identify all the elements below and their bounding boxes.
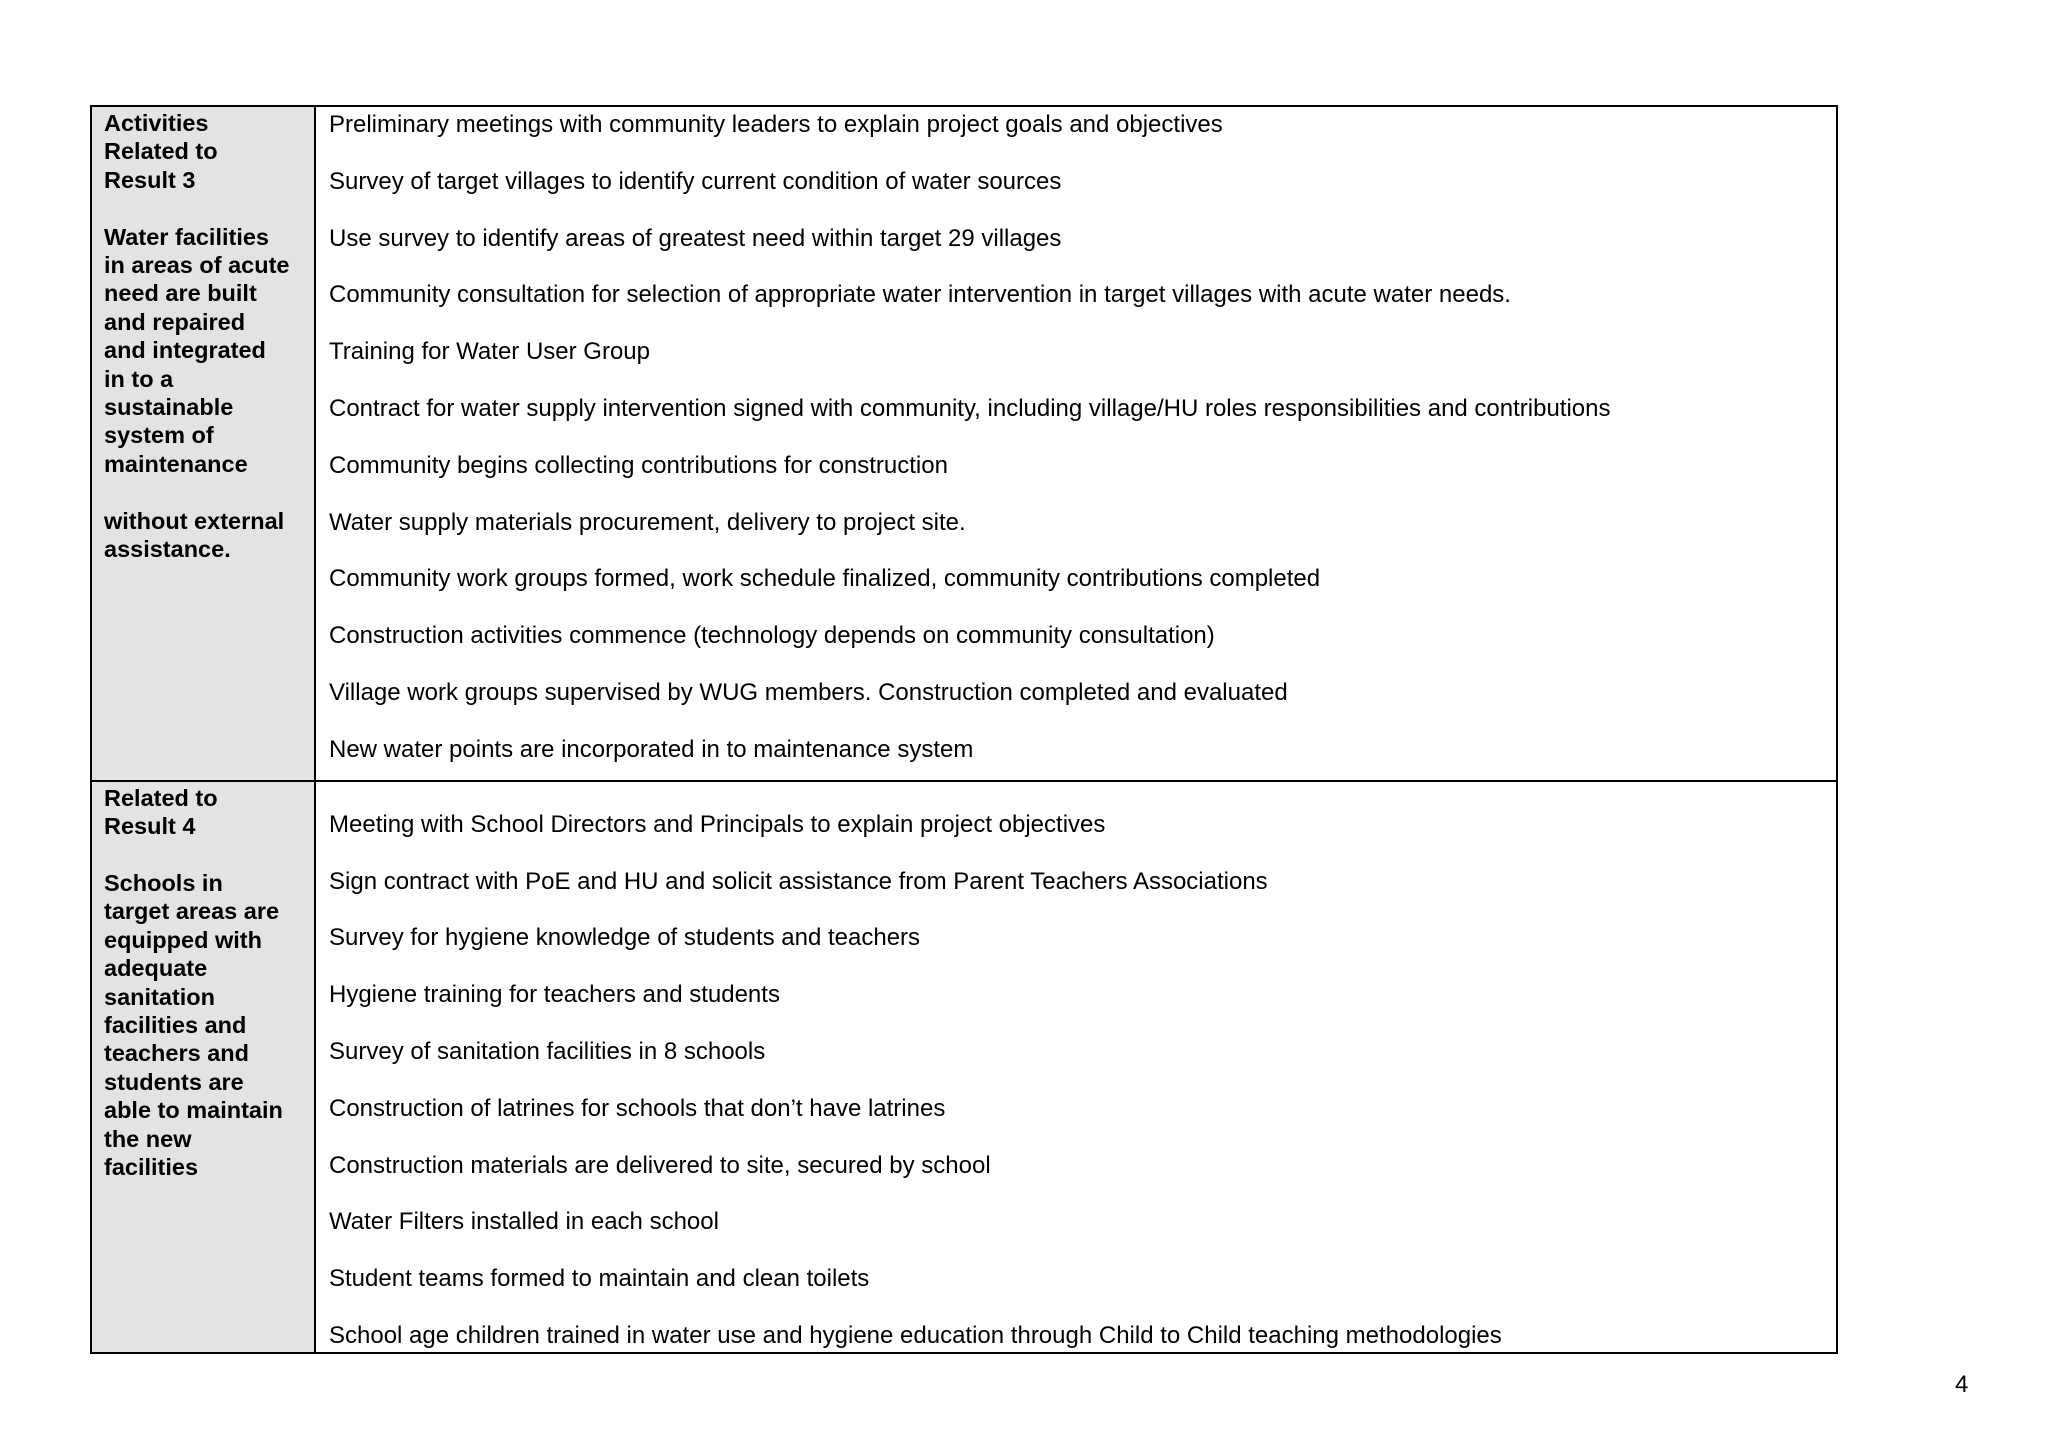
- label-line: Related to: [104, 138, 218, 165]
- label-line: and repaired: [104, 308, 246, 335]
- label-line: assistance.: [104, 536, 231, 563]
- activity-item: Sign contract with PoE and HU and solicit assistance from Parent Teachers Associations: [329, 867, 1268, 895]
- activity-item: Community consultation for selection of appropriate water intervention in target villages with acute water needs.: [329, 281, 1511, 309]
- activity-item: Water Filters installed in each school: [329, 1208, 719, 1236]
- activity-item: Water supply materials procurement, delivery to project site.: [329, 508, 966, 536]
- label-spacer: [104, 194, 304, 222]
- activity-item: Village work groups supervised by WUG members. Construction completed and evaluated: [329, 678, 1288, 706]
- activity-item: New water points are incorporated in to maintenance system: [329, 735, 974, 763]
- label-line: Water facilities: [104, 223, 269, 250]
- result-4-activities-cell: [315, 781, 1837, 1353]
- label-line: target areas are: [104, 898, 280, 925]
- label-line: without external: [104, 507, 285, 534]
- activity-item: Survey for hygiene knowledge of students and teachers: [329, 924, 921, 952]
- activity-item: Survey of sanitation facilities in 8 schools: [329, 1037, 766, 1065]
- label-line: Schools in: [104, 869, 223, 896]
- label-line: need are built: [104, 280, 257, 307]
- label-line: the new: [104, 1125, 192, 1152]
- activity-item: Student teams formed to maintain and clean toilets: [329, 1265, 870, 1293]
- activity-item: Construction materials are delivered to site, secured by school: [329, 1151, 991, 1179]
- label-line: system of: [104, 422, 214, 449]
- label-line: facilities: [104, 1154, 199, 1181]
- activity-item: Training for Water User Group: [329, 338, 650, 366]
- label-spacer: [104, 478, 304, 506]
- activity-item: Community begins collecting contributions for construction: [329, 451, 948, 479]
- label-line: sustainable: [104, 394, 234, 421]
- label-line: Result 3: [104, 166, 196, 193]
- result-3-row: [91, 106, 1837, 781]
- activity-item: Contract for water supply intervention signed with community, including village/HU roles responsibilities and contributions: [329, 394, 1611, 422]
- activity-item: Hygiene training for teachers and students: [329, 981, 780, 1009]
- label-line: Related to: [104, 784, 218, 811]
- label-line: and integrated: [104, 337, 266, 364]
- label-line: Result 4: [104, 813, 196, 840]
- result-4-row: [91, 781, 1837, 1353]
- result-3-label: [92, 107, 314, 563]
- label-line: in to a: [104, 365, 174, 392]
- result-4-label-cell: [91, 781, 315, 1353]
- label-line: in areas of acute: [104, 252, 290, 279]
- label-line: able to maintain: [104, 1097, 283, 1124]
- label-spacer: [104, 841, 304, 869]
- label-line: equipped with: [104, 926, 262, 953]
- label-line: teachers and: [104, 1040, 249, 1067]
- activity-item: School age children trained in water use and hygiene education through Child to Child teaching methodologies: [329, 1321, 1502, 1349]
- activity-item: Community work groups formed, work schedule finalized, community contributions completed: [329, 565, 1321, 593]
- label-line: adequate: [104, 955, 208, 982]
- label-line: sanitation: [104, 983, 215, 1010]
- result-3-activities-cell: [315, 106, 1837, 781]
- result-4-activities-list: [316, 782, 1836, 1352]
- activity-item: Meeting with School Directors and Principals to explain project objectives: [329, 810, 1106, 838]
- label-line: Activities: [104, 110, 209, 136]
- result-3-label-cell: [91, 106, 315, 781]
- activity-item: Construction of latrines for schools that don’t have latrines: [329, 1094, 946, 1122]
- activity-item: Construction activities commence (technology depends on community consultation): [329, 622, 1215, 650]
- result-3-activities-list: [316, 107, 1836, 780]
- label-line: facilities and: [104, 1012, 247, 1038]
- label-line: maintenance: [104, 450, 248, 477]
- activities-table: [90, 105, 1838, 1354]
- page-number: 4: [1955, 1371, 1969, 1398]
- activity-item: Survey of target villages to identify current condition of water sources: [329, 167, 1062, 195]
- activity-item: Use survey to identify areas of greatest need within target 29 villages: [329, 224, 1062, 252]
- result-4-label: [92, 782, 314, 1182]
- label-line: students are: [104, 1068, 244, 1095]
- activity-item: Preliminary meetings with community leaders to explain project goals and objectives: [329, 111, 1223, 138]
